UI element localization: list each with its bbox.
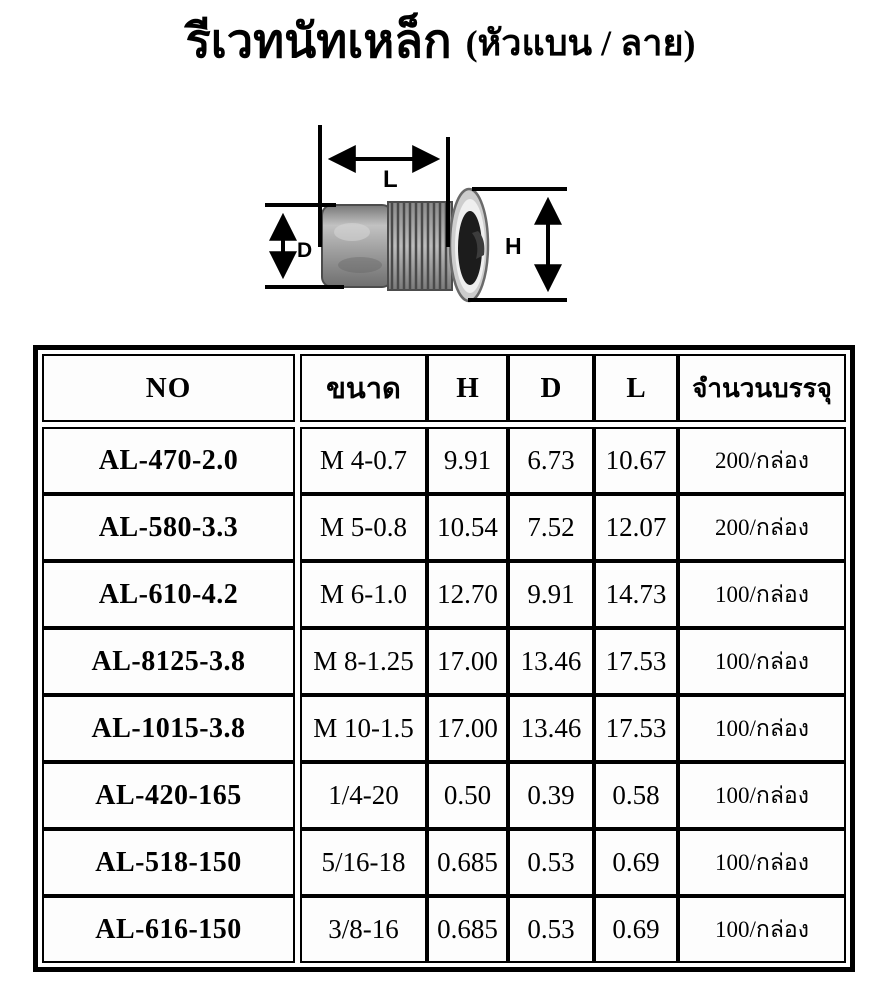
cell-no: AL-580-3.3 bbox=[42, 494, 295, 561]
cell-d: 13.46 bbox=[508, 628, 594, 695]
cell-l: 0.69 bbox=[594, 896, 678, 963]
cell-h: 0.685 bbox=[427, 829, 508, 896]
page-title bbox=[0, 0, 881, 112]
cell-qty: 100/กล่อง bbox=[678, 829, 846, 896]
col-header-no: NO bbox=[42, 354, 295, 422]
cell-l: 0.58 bbox=[594, 762, 678, 829]
rivet-nut-diagram-svg bbox=[0, 112, 881, 345]
cell-qty: 100/กล่อง bbox=[678, 561, 846, 628]
cell-no: AL-518-150 bbox=[42, 829, 295, 896]
rivet-nut-photo bbox=[322, 189, 488, 301]
cell-size: M 10-1.5 bbox=[300, 695, 427, 762]
cell-d: 7.52 bbox=[508, 494, 594, 561]
cell-l: 12.07 bbox=[594, 494, 678, 561]
cell-qty: 100/กล่อง bbox=[678, 896, 846, 963]
dim-d-label: D bbox=[297, 239, 313, 262]
cell-l: 17.53 bbox=[594, 695, 678, 762]
cell-size: 5/16-18 bbox=[300, 829, 427, 896]
col-header-size: ขนาด bbox=[300, 354, 427, 422]
cell-l: 14.73 bbox=[594, 561, 678, 628]
cell-h: 0.685 bbox=[427, 896, 508, 963]
cell-size: M 6-1.0 bbox=[300, 561, 427, 628]
cell-qty: 100/กล่อง bbox=[678, 628, 846, 695]
cell-size: 3/8-16 bbox=[300, 896, 427, 963]
cell-d: 6.73 bbox=[508, 427, 594, 494]
cell-size: M 5-0.8 bbox=[300, 494, 427, 561]
cell-h: 10.54 bbox=[427, 494, 508, 561]
cell-qty: 100/กล่อง bbox=[678, 695, 846, 762]
cell-no: AL-470-2.0 bbox=[42, 427, 295, 494]
col-header-qty: จำนวนบรรจุ bbox=[678, 354, 846, 422]
cell-h: 17.00 bbox=[427, 695, 508, 762]
cell-h: 17.00 bbox=[427, 628, 508, 695]
cell-h: 12.70 bbox=[427, 561, 508, 628]
cell-size: M 4-0.7 bbox=[300, 427, 427, 494]
rivet-nut-diagram bbox=[0, 112, 881, 345]
cell-qty: 200/กล่อง bbox=[678, 494, 846, 561]
title-main: รีเวทนัทเหล็ก bbox=[185, 16, 452, 68]
cell-size: M 8-1.25 bbox=[300, 628, 427, 695]
cell-l: 10.67 bbox=[594, 427, 678, 494]
title-sub: (หัวแบน / ลาย) bbox=[465, 23, 696, 63]
cell-qty: 200/กล่อง bbox=[678, 427, 846, 494]
cell-no: AL-610-4.2 bbox=[42, 561, 295, 628]
cell-no: AL-1015-3.8 bbox=[42, 695, 295, 762]
cell-h: 9.91 bbox=[427, 427, 508, 494]
cell-no: AL-616-150 bbox=[42, 896, 295, 963]
cell-d: 0.53 bbox=[508, 829, 594, 896]
cell-d: 0.39 bbox=[508, 762, 594, 829]
cell-d: 13.46 bbox=[508, 695, 594, 762]
cell-qty: 100/กล่อง bbox=[678, 762, 846, 829]
cell-d: 0.53 bbox=[508, 896, 594, 963]
cell-l: 0.69 bbox=[594, 829, 678, 896]
dim-h-label: H bbox=[505, 233, 522, 259]
col-header-l: L bbox=[594, 354, 678, 422]
col-header-d: D bbox=[508, 354, 594, 422]
spec-table bbox=[33, 345, 855, 972]
dim-l-label: L bbox=[383, 166, 398, 193]
col-header-h: H bbox=[427, 354, 508, 422]
cell-no: AL-420-165 bbox=[42, 762, 295, 829]
cell-no: AL-8125-3.8 bbox=[42, 628, 295, 695]
cell-size: 1/4-20 bbox=[300, 762, 427, 829]
spec-table-grid bbox=[42, 354, 846, 963]
cell-h: 0.50 bbox=[427, 762, 508, 829]
cell-l: 17.53 bbox=[594, 628, 678, 695]
cell-d: 9.91 bbox=[508, 561, 594, 628]
